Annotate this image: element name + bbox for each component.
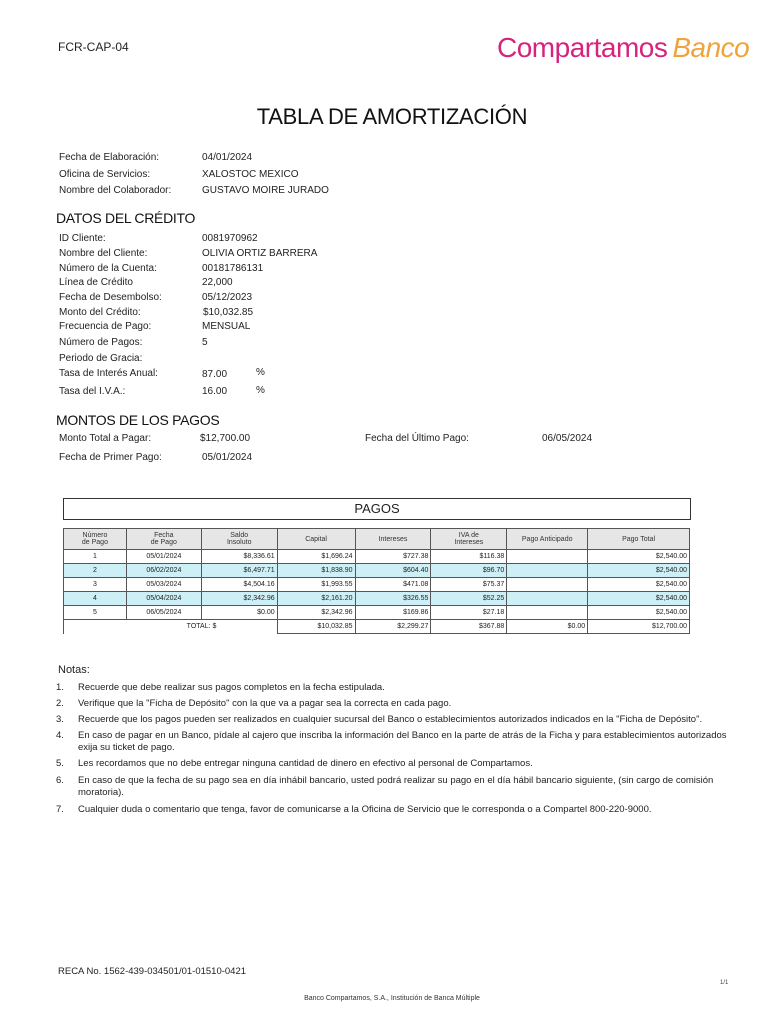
credit-value-tasa-interes: 87.00 [202, 369, 228, 380]
cell-numero: 4 [64, 592, 127, 606]
cell-numero: 2 [64, 564, 127, 578]
ultimo-pago-label: Fecha del Último Pago: [365, 433, 469, 444]
cell-capital: $1,838.90 [277, 564, 355, 578]
primer-pago-value: 05/01/2024 [202, 452, 253, 463]
footer-bank-name: Banco Compartamos, S.A., Institución de Banca Múltiple [304, 995, 480, 1002]
note-number: 5. [56, 758, 64, 769]
header-pago-total: Pago Total [588, 529, 690, 550]
cell-intereses: $604.40 [355, 564, 431, 578]
cell-anticipado [507, 606, 588, 620]
note-item [56, 698, 736, 710]
cell-fecha: 06/05/2024 [126, 606, 201, 620]
note-item [56, 804, 736, 816]
cell-pago-total: $2,540.00 [588, 564, 690, 578]
cell-saldo: $0.00 [201, 606, 277, 620]
credit-label-id-cliente: ID Cliente: [59, 233, 106, 244]
note-item [56, 758, 736, 770]
note-number: 7. [56, 804, 64, 815]
payments-section-heading: MONTOS DE LOS PAGOS [56, 412, 220, 428]
cell-pago-total: $2,540.00 [588, 578, 690, 592]
credit-value-monto: $10,032.85 [203, 307, 254, 318]
note-text: En caso de que la fecha de su pago sea en día inhábil bancario, usted podrá realizar su pago en el día hábil bancario siguiente, (sin cargo de comisión moratoria). [78, 775, 714, 798]
total-capital: $10,032.85 [277, 620, 355, 634]
note-number: 6. [56, 775, 64, 786]
page-number: 1/1 [720, 980, 729, 986]
credit-label-nombre-cliente: Nombre del Cliente: [59, 248, 148, 259]
cell-anticipado [507, 592, 588, 606]
cell-intereses: $471.08 [355, 578, 431, 592]
total-label: TOTAL: $ [186, 623, 217, 631]
logo-bank-text: Banco [672, 32, 750, 63]
cell-anticipado [507, 578, 588, 592]
note-text: Verifique que la "Ficha de Depósito" con la que va a pagar sea la correcta en cada pago. [78, 698, 452, 709]
credit-value-nombre-cliente: OLIVIA ORTIZ BARRERA [202, 248, 318, 259]
header-anticipado: Pago Anticipado [507, 529, 588, 550]
total-pagar-label: Monto Total a Pagar: [59, 433, 152, 444]
ultimo-pago-value: 06/05/2024 [542, 433, 593, 444]
general-label-colaborador: Nombre del Colaborador: [59, 185, 172, 196]
header-capital: Capital [277, 529, 355, 550]
total-iva: $367.88 [431, 620, 507, 634]
pagos-title: PAGOS [354, 501, 400, 516]
total-pago-total: $12,700.00 [588, 620, 690, 634]
percent-sign-iva: % [256, 385, 265, 396]
cell-saldo: $4,504.16 [201, 578, 277, 592]
table-header-row [64, 529, 690, 550]
header-saldo: Saldo Insoluto [201, 529, 277, 550]
cell-capital: $2,342.96 [277, 606, 355, 620]
header-fecha: Fecha de Pago [126, 529, 201, 550]
cell-fecha: 06/02/2024 [126, 564, 201, 578]
cell-anticipado [507, 550, 588, 564]
total-blank-cell [64, 620, 127, 634]
credit-value-cuenta: 00181786131 [202, 263, 264, 274]
table-row [64, 578, 690, 592]
note-item [56, 775, 736, 799]
total-pagar-value: $12,700.00 [200, 433, 251, 444]
credit-value-id-cliente: 0081970962 [202, 233, 258, 244]
cell-intereses: $169.86 [355, 606, 431, 620]
cell-saldo: $2,342.96 [201, 592, 277, 606]
credit-label-monto: Monto del Crédito: [59, 307, 141, 318]
primer-pago-label: Fecha de Primer Pago: [59, 452, 162, 463]
cell-capital: $1,993.55 [277, 578, 355, 592]
amortization-table [63, 528, 690, 634]
cell-fecha: 05/03/2024 [126, 578, 201, 592]
credit-label-linea: Línea de Crédito [59, 277, 133, 288]
credit-label-frecuencia: Frecuencia de Pago: [59, 321, 152, 332]
general-value-colaborador: GUSTAVO MOIRE JURADO [202, 185, 329, 196]
note-text: En caso de pagar en un Banco, pídale al cajero que inscriba la información del Banco en la parte de atrás de la Ficha y para establecimientos autorizados exija su ticket de pago. [78, 730, 727, 753]
credit-section-heading: DATOS DEL CRÉDITO [56, 210, 196, 226]
cell-intereses: $326.55 [355, 592, 431, 606]
credit-label-num-pagos: Número de Pagos: [59, 337, 143, 348]
credit-value-num-pagos: 5 [202, 337, 208, 348]
note-number: 3. [56, 714, 64, 725]
credit-value-tasa-iva: 16.00 [202, 386, 228, 397]
credit-value-frecuencia: MENSUAL [202, 321, 251, 332]
cell-anticipado [507, 564, 588, 578]
note-item [56, 714, 736, 726]
credit-value-linea: 22,000 [202, 277, 233, 288]
table-row [64, 606, 690, 620]
pagos-title-box [63, 498, 691, 520]
note-item [56, 682, 736, 694]
cell-numero: 1 [64, 550, 127, 564]
cell-fecha: 05/04/2024 [126, 592, 201, 606]
cell-intereses: $727.38 [355, 550, 431, 564]
credit-label-tasa-interes: Tasa de Interés Anual: [59, 368, 158, 379]
header-intereses: Intereses [355, 529, 431, 550]
cell-iva: $96.70 [431, 564, 507, 578]
general-value-fecha: 04/01/2024 [202, 152, 253, 163]
header-iva: IVA de Intereses [431, 529, 507, 550]
cell-pago-total: $2,540.00 [588, 606, 690, 620]
credit-label-tasa-iva: Tasa del I.V.A.: [59, 386, 126, 397]
cell-iva: $75.37 [431, 578, 507, 592]
note-text: Recuerde que debe realizar sus pagos completos en la fecha estipulada. [78, 682, 385, 693]
page-title: TABLA DE AMORTIZACIÓN [256, 104, 528, 129]
percent-sign-interes: % [256, 367, 265, 378]
note-text: Les recordamos que no debe entregar ninguna cantidad de dinero en efectivo al personal de Compartamos. [78, 758, 533, 769]
note-number: 4. [56, 730, 64, 741]
credit-label-desembolso: Fecha de Desembolso: [59, 292, 162, 303]
cell-iva: $52.25 [431, 592, 507, 606]
general-value-oficina: XALOSTOC MEXICO [202, 169, 299, 180]
compartamos-logo [497, 32, 749, 64]
note-number: 2. [56, 698, 64, 709]
cell-saldo: $8,336.61 [201, 550, 277, 564]
cell-saldo: $6,497.71 [201, 564, 277, 578]
cell-capital: $1,696.24 [277, 550, 355, 564]
form-code: FCR-CAP-04 [58, 40, 129, 54]
general-label-oficina: Oficina de Servicios: [59, 169, 151, 180]
cell-pago-total: $2,540.00 [588, 550, 690, 564]
cell-numero: 3 [64, 578, 127, 592]
logo-brand-text: Compartamos [497, 32, 668, 63]
total-intereses: $2,299.27 [355, 620, 431, 634]
note-item [56, 730, 736, 754]
credit-label-gracia: Periodo de Gracia: [59, 353, 143, 364]
general-label-fecha: Fecha de Elaboración: [59, 152, 160, 163]
header-numero: Número de Pago [64, 529, 127, 550]
cell-numero: 5 [64, 606, 127, 620]
cell-pago-total: $2,540.00 [588, 592, 690, 606]
note-text: Cualquier duda o comentario que tenga, favor de comunicarse a la Oficina de Servicio que le corresponda o a Compartel 800-220-9000. [78, 804, 652, 815]
cell-iva: $27.18 [431, 606, 507, 620]
credit-value-desembolso: 05/12/2023 [202, 292, 253, 303]
cell-capital: $2,161.20 [277, 592, 355, 606]
table-row [64, 564, 690, 578]
table-row [64, 592, 690, 606]
table-total-row [64, 620, 690, 634]
note-number: 1. [56, 682, 64, 693]
cell-fecha: 05/01/2024 [126, 550, 201, 564]
table-row [64, 550, 690, 564]
credit-label-cuenta: Número de la Cuenta: [59, 263, 157, 274]
cell-iva: $116.38 [431, 550, 507, 564]
notes-heading: Notas: [58, 664, 90, 676]
total-anticipado: $0.00 [507, 620, 588, 634]
reca-number: RECA No. 1562-439-034501/01-01510-0421 [58, 966, 247, 977]
note-text: Recuerde que los pagos pueden ser realizados en cualquier sucursal del Banco o establecimientos autorizados indicados en la "Ficha de Depósito". [78, 714, 703, 725]
